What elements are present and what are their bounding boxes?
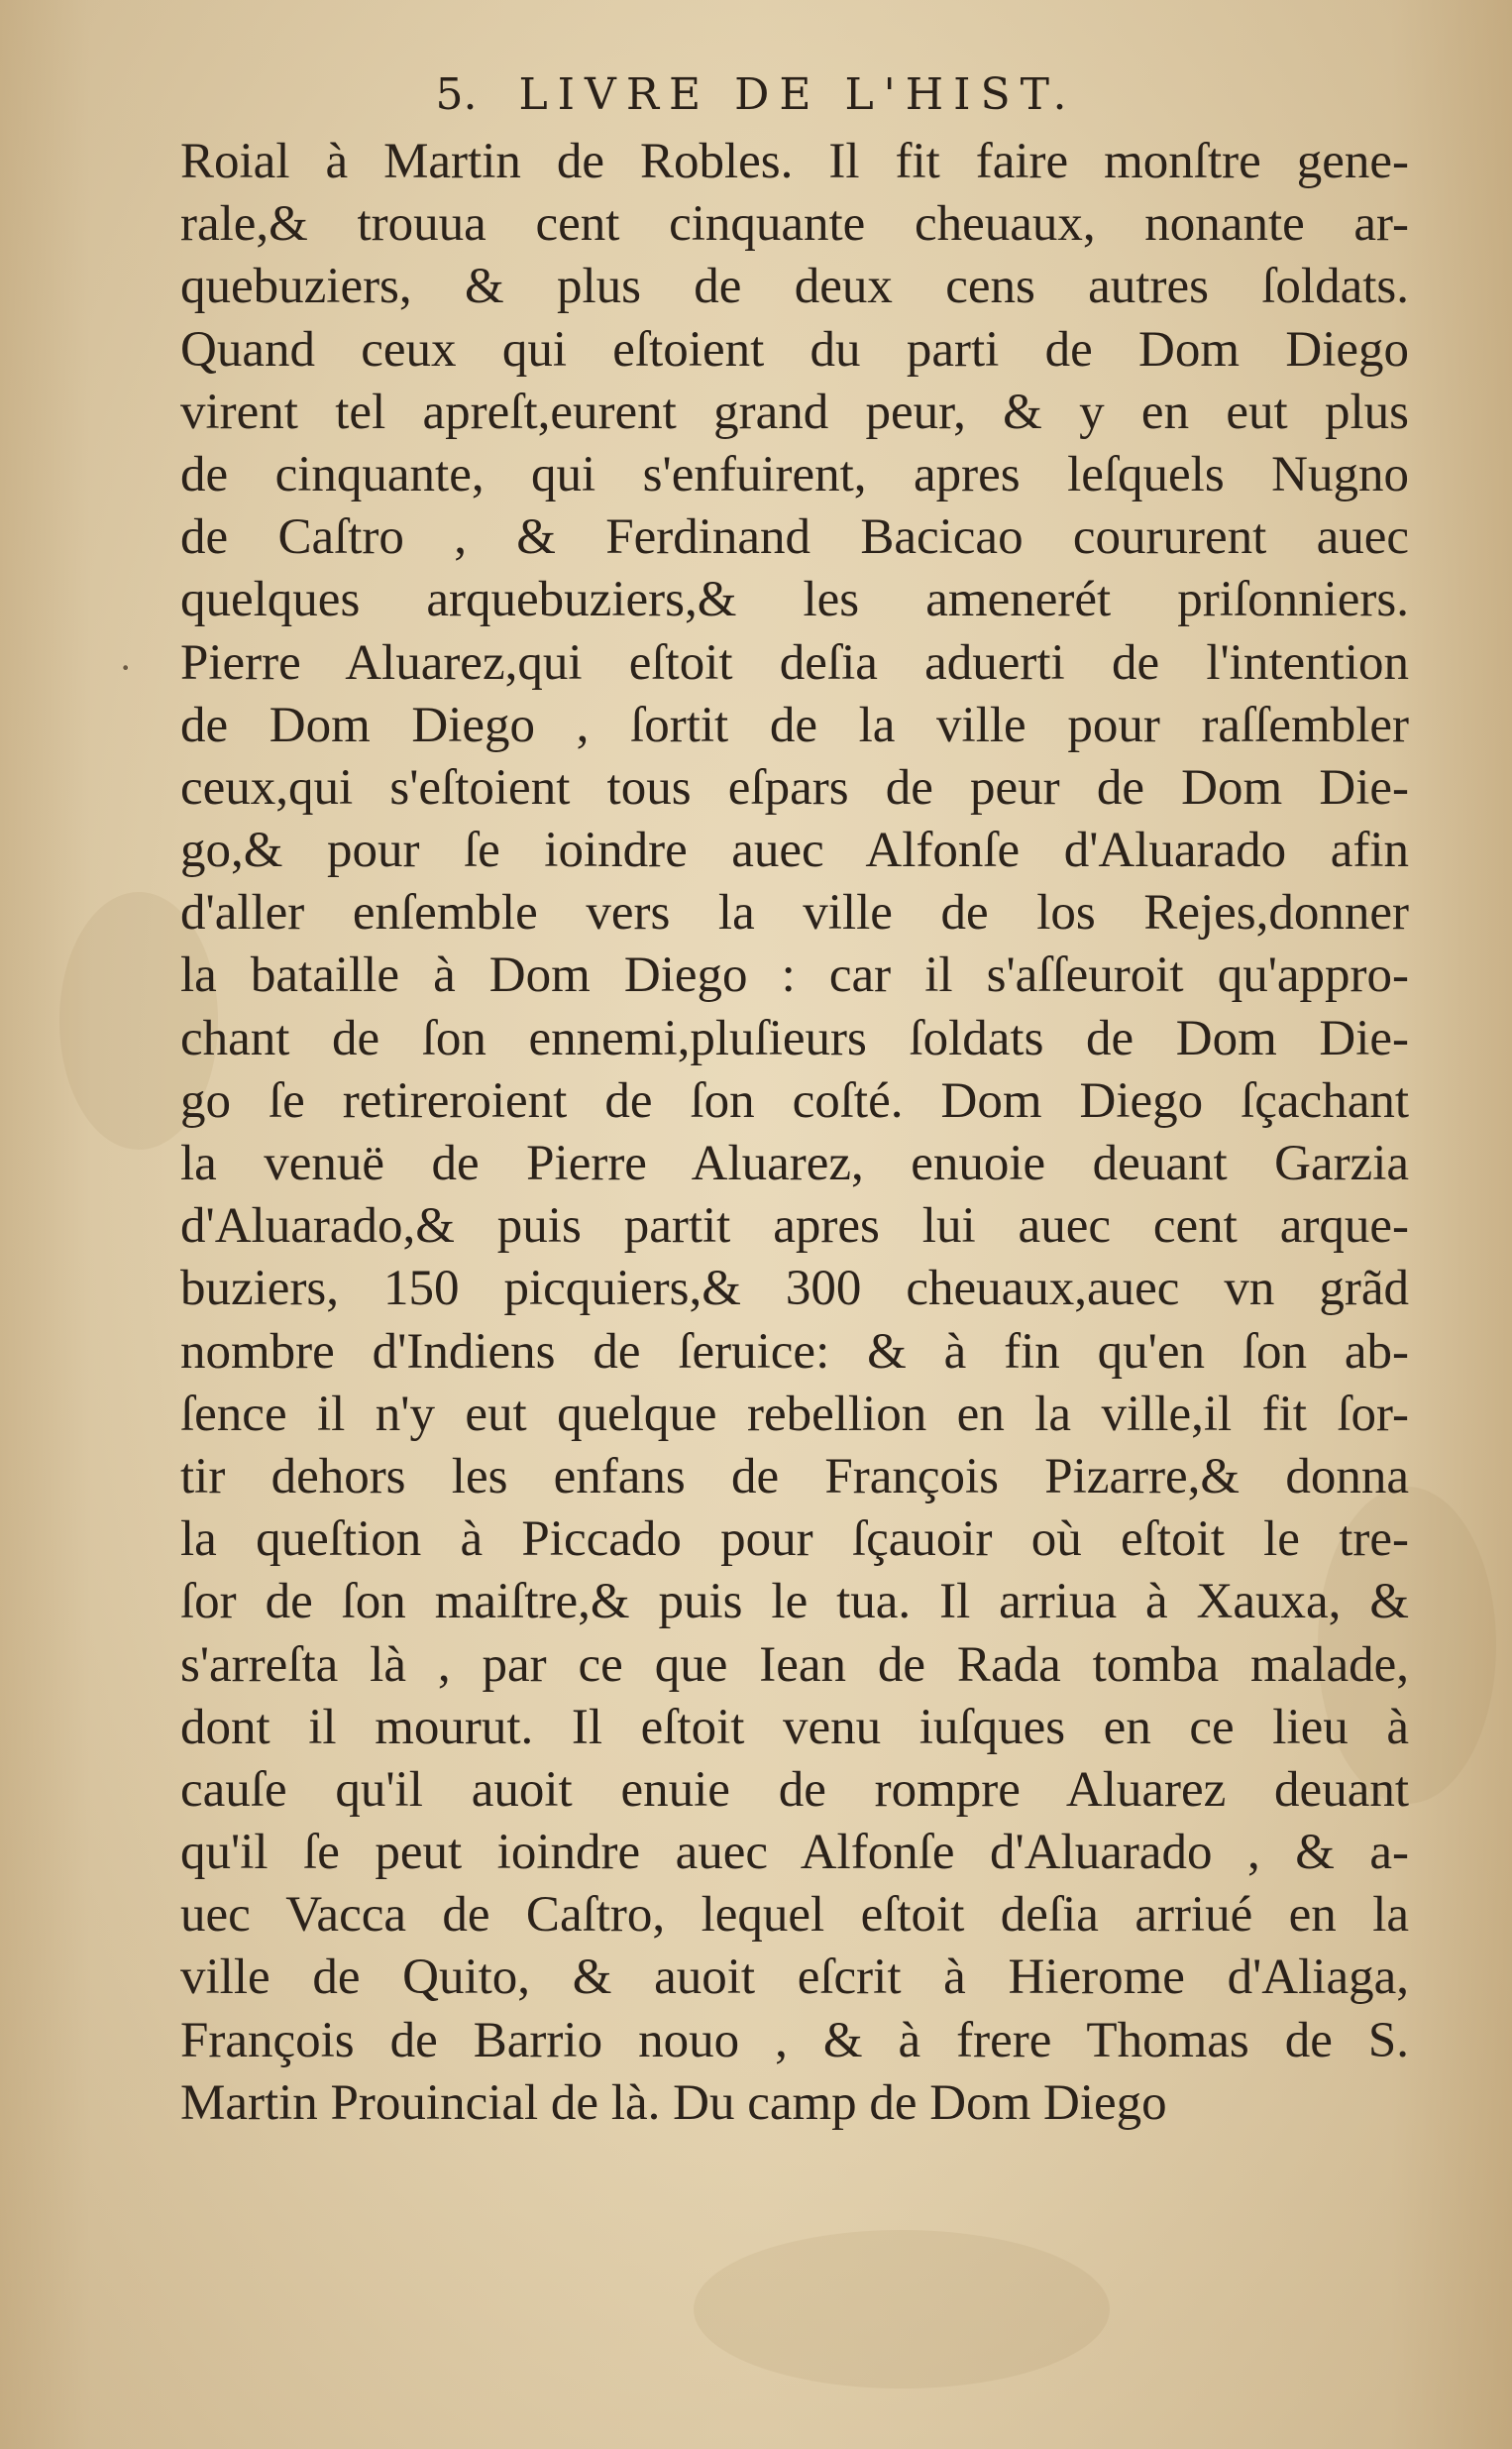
text-line: tir dehors les enfans de François Pizarre,& donna [180, 1448, 1409, 1504]
text-line: dont il mourut. Il eſtoit venu iuſques en ce lieu à [180, 1699, 1409, 1755]
text-line: quebuziers, & plus de deux cens autres ſoldats. [180, 259, 1409, 315]
text-line: ſor de ſon maiſtre,& puis le tua. Il arriua à Xauxa, & [180, 1574, 1409, 1630]
text-line: cauſe qu'il auoit enuie de rompre Aluarez deuant [180, 1761, 1409, 1818]
text-line: rale,& trouua cent cinquante cheuaux, nonante ar- [180, 196, 1409, 253]
text-line: Roial à Martin de Robles. Il fit faire monſtre gene- [180, 134, 1409, 189]
text-line: chant de ſon ennemi,pluſieurs ſoldats de Dom Die- [180, 1010, 1409, 1066]
text-line: Pierre Aluarez,qui eſtoit deſia aduerti de l'intention [180, 634, 1409, 691]
text-line: ceux,qui s'eſtoient tous eſpars de peur de Dom Die- [180, 759, 1409, 816]
folio-number: 5. [435, 69, 478, 120]
text-line: uec Vacca de Caſtro, lequel eſtoit deſia arriué en la [180, 1887, 1409, 1944]
text-line: s'arreſta là , par ce que Iean de Rada tomba malade, [180, 1636, 1409, 1693]
text-line: la venuë de Pierre Aluarez, enuoie deuant Garzia [180, 1136, 1409, 1191]
text-line: la queſtion à Piccado pour ſçauoir où eſtoit le tre- [180, 1511, 1409, 1568]
text-line: buziers, 150 picquiers,& 300 cheuaux,auec vn grãd [180, 1261, 1409, 1317]
text-line: go,& pour ſe ioindre auec Alfonſe d'Aluarado afin [180, 823, 1409, 879]
text-line: virent tel apreſt,eurent grand peur, & y en eut plus [180, 384, 1409, 440]
text-line: nombre d'Indiens de ſeruice: & à fin qu'en ſon ab- [180, 1323, 1409, 1380]
text-line: de cinquante, qui s'enfuirent, apres leſquels Nugno [180, 446, 1409, 502]
text-line: d'Aluarado,& puis partit apres lui auec cent arque- [180, 1198, 1409, 1255]
text-line: d'aller enſemble vers la ville de los Rejes,donner [180, 885, 1409, 942]
text-line: ſence il n'y eut quelque rebellion en la ville,il fit ſor- [180, 1386, 1409, 1442]
text-line: quelques arquebuziers,& les amenerét priſonniers. [180, 572, 1409, 628]
text-line: François de Barrio nouo , & à frere Thomas de S. [180, 2012, 1409, 2068]
text-line: de Caſtro , & Ferdinand Bacicao coururent auec [180, 509, 1409, 566]
margin-dot-mark: · [119, 645, 133, 690]
running-header [0, 69, 1512, 120]
text-line: la bataille à Dom Diego : car il s'aſſeuroit qu'appro- [180, 947, 1409, 1004]
text-line: qu'il ſe peut ioindre auec Alfonſe d'Aluarado , & a- [180, 1825, 1409, 1881]
text-line: Martin Prouincial de là. Du camp de Dom Diego [180, 2074, 1167, 2131]
running-title: LIVRE DE L'HIST. [518, 69, 1077, 120]
text-line: Quand ceux qui eſtoient du parti de Dom Diego [180, 321, 1409, 378]
text-line: ville de Quito, & auoit eſcrit à Hierome d'Aliaga, [180, 1949, 1409, 2006]
text-line: go ſe retireroient de ſon coſté. Dom Diego ſçachant [180, 1072, 1409, 1129]
text-line: de Dom Diego , ſortit de la ville pour raſſembler [180, 697, 1409, 753]
paper-stain [694, 2230, 1110, 2389]
body-text [180, 131, 1409, 2135]
